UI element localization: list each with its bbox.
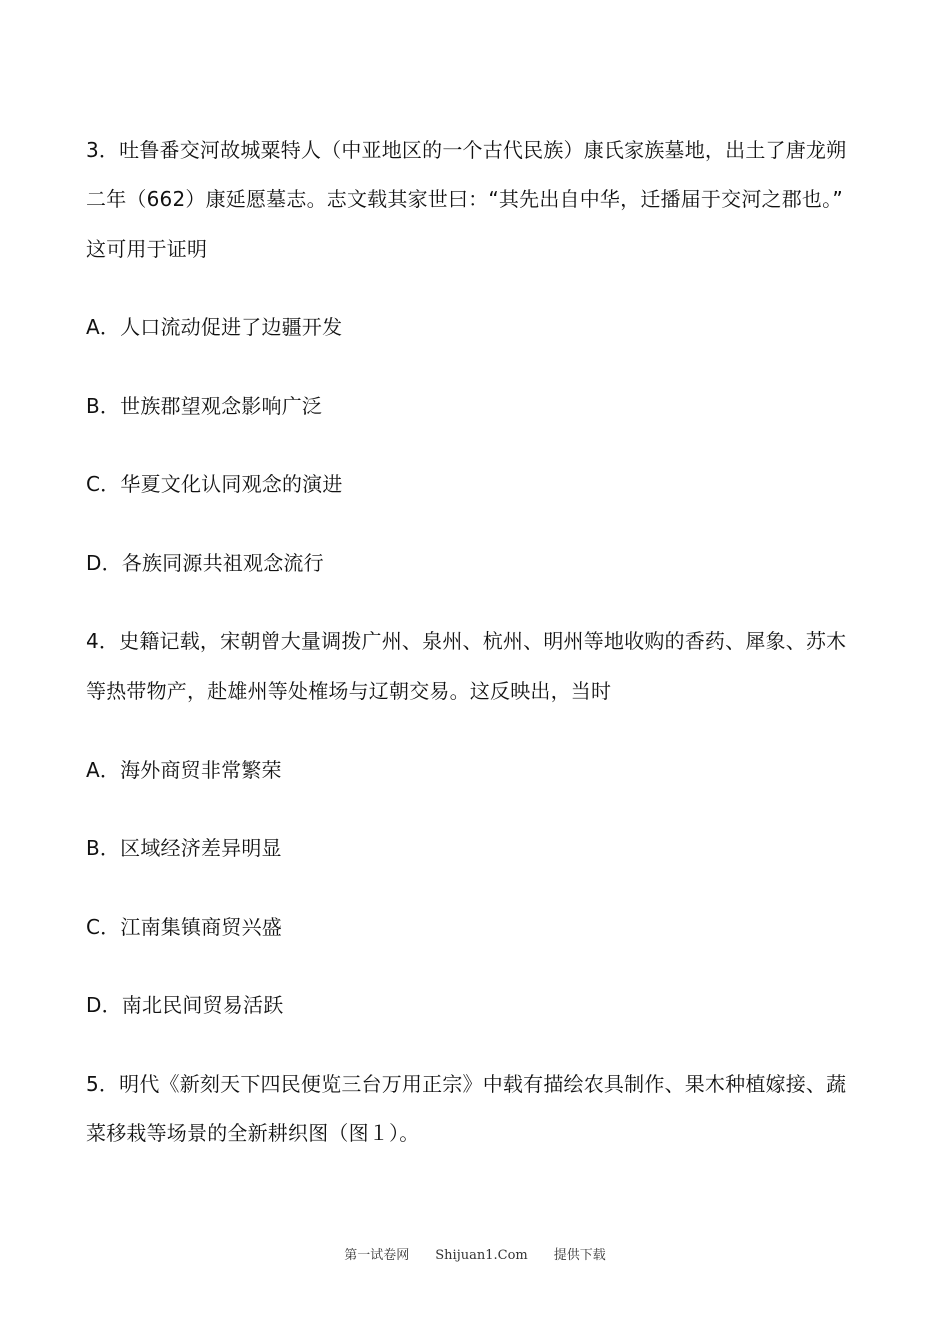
question-3-option-b: B．世族郡望观念影响广泛 xyxy=(86,394,323,418)
question-4-option-a: A．海外商贸非常繁荣 xyxy=(86,758,282,782)
question-4-option-b: B．区域经济差异明显 xyxy=(86,836,282,860)
page-footer xyxy=(0,1244,950,1263)
question-5-stem-line-1: 5．明代《新刻天下四民便览三台万用正宗》中载有描绘农具制作、果木种植嫁接、蔬 xyxy=(86,1072,847,1096)
question-4-stem-line-2: 等热带物产，赴雄州等处榷场与辽朝交易。这反映出，当时 xyxy=(86,679,612,703)
question-4-option-c: C．江南集镇商贸兴盛 xyxy=(86,915,282,939)
question-3-option-c: C．华夏文化认同观念的演进 xyxy=(86,472,343,496)
question-3-stem-line-2: 二年（662）康延愿墓志。志文载其家世曰：“其先出自中华，迁播届于交河之郡也。” xyxy=(86,187,843,211)
footer-download-note: 提供下载 xyxy=(553,1248,606,1263)
question-3-stem-line-1: 3．吐鲁番交河故城粟特人（中亚地区的一个古代民族）康氏家族墓地，出土了唐龙朔 xyxy=(86,138,847,162)
question-4-stem-line-1: 4．史籍记载，宋朝曾大量调拨广州、泉州、杭州、明州等地收购的香药、犀象、苏木 xyxy=(86,629,847,653)
question-3-stem-line-3: 这可用于证明 xyxy=(86,237,208,261)
footer-site-name: 第一试卷网 xyxy=(344,1248,410,1263)
question-5-stem-line-2: 菜移栽等场景的全新耕织图（图１）。 xyxy=(86,1121,420,1145)
question-3-option-d: D．各族同源共祖观念流行 xyxy=(86,551,324,575)
question-3-option-a: A．人口流动促进了边疆开发 xyxy=(86,315,343,339)
question-4-option-d: D．南北民间贸易活跃 xyxy=(86,993,284,1017)
footer-site-url: Shijuan1.Com xyxy=(435,1248,528,1263)
